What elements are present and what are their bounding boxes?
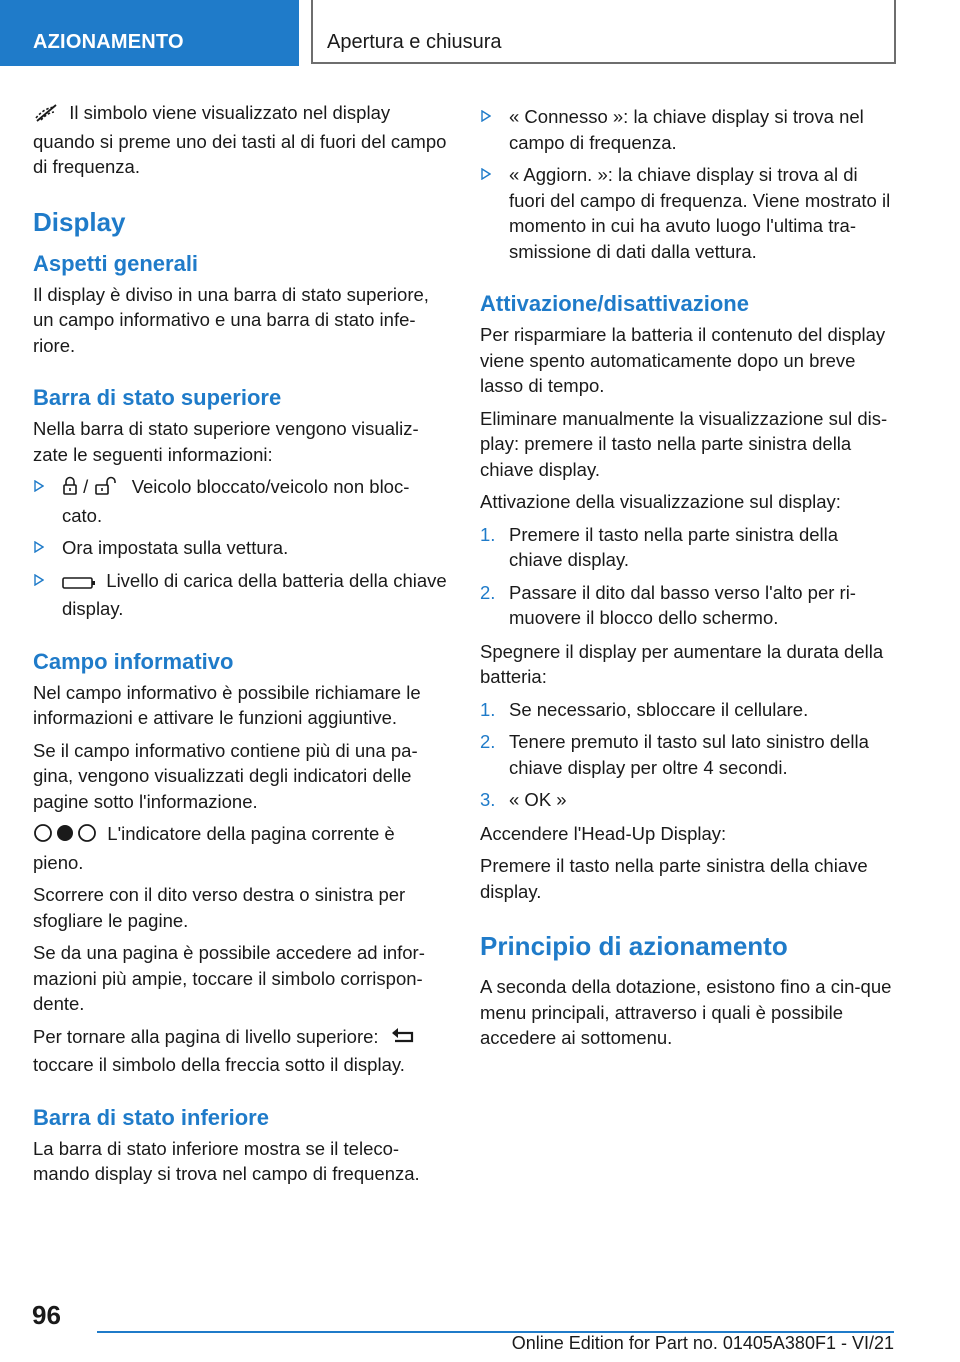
section-tab: AZIONAMENTO	[0, 0, 299, 66]
step-text: Tenere premuto il tasto sul lato sinistro della chiave display per oltre 4 secondi.	[509, 731, 869, 778]
list-item	[33, 474, 449, 528]
list-item	[480, 729, 896, 780]
step-text: « OK »	[509, 789, 567, 810]
heading-display: Display	[33, 206, 126, 237]
triangle-bullet-icon	[34, 574, 44, 586]
battery-icon	[62, 571, 96, 597]
triangle-bullet-icon	[481, 168, 491, 180]
list-item-text: Veicolo bloccato/veicolo non bloc-cato.	[62, 476, 410, 526]
step-number: 1.	[480, 698, 496, 720]
lock-separator: /	[83, 476, 89, 497]
right-column	[480, 100, 896, 1058]
lower-bar-list	[480, 104, 896, 264]
intro-paragraph	[33, 100, 449, 180]
general-paragraph: Il display è diviso in una barra di stato superiore, un campo informativo e una barra di stato infe-riore.	[33, 283, 429, 356]
no-signal-icon	[33, 103, 59, 129]
switch-off-steps	[480, 697, 896, 813]
info-text-6a: Per tornare alla pagina di livello superiore:	[33, 1025, 379, 1047]
step-number: 1.	[480, 523, 496, 545]
list-item	[480, 787, 896, 813]
list-item	[480, 522, 896, 573]
list-item	[33, 568, 449, 622]
heading-principle: Principio di azionamento	[480, 931, 788, 961]
page-header	[0, 0, 960, 66]
padlock-closed-icon	[62, 476, 78, 503]
principle-paragraph: A seconda della dotazione, esistono fino a cin-que menu principali, attraverso i quali è possibile accedere ai sottomenu.	[480, 976, 892, 1048]
intro-text: Il simbolo viene visualizzato nel display quando si preme uno dei tasti al di fuori del campo di frequenza.	[33, 102, 447, 177]
info-paragraph-5: Se da una pagina è possibile accedere ad infor-mazioni più ampie, toccare il simbolo corrispon-dente.	[33, 942, 425, 1014]
info-paragraph-1: Nel campo informativo è possibile richiamare le informazioni e attivare le funzioni aggiuntive.	[33, 681, 421, 728]
upper-bar-paragraph: Nella barra di stato superiore vengono visualiz-zate le seguenti informazioni:	[33, 418, 419, 465]
page-indicator-icon	[33, 823, 97, 850]
list-item	[480, 104, 896, 155]
list-item-text: Ora impostata sulla vettura.	[62, 537, 289, 558]
page-number: 96	[32, 1300, 61, 1330]
activation-paragraph-4: Spegnere il display per aumentare la durata della batteria:	[480, 640, 884, 687]
info-text-6b: toccare il simbolo della freccia sotto il display.	[33, 1054, 405, 1075]
activation-steps	[480, 522, 896, 631]
activation-paragraph-1: Per risparmiare la batteria il contenuto del display viene spento automaticamente dopo un breve lasso di tempo.	[480, 324, 886, 396]
heading-lower-bar: Barra di stato inferiore	[33, 1104, 269, 1130]
list-item-text: « Connesso »: la chiave display si trova nel campo di frequenza.	[509, 106, 864, 153]
list-item	[480, 580, 896, 631]
activation-paragraph-3: Attivazione della visualizzazione sul display:	[480, 491, 841, 512]
step-number: 2.	[480, 581, 496, 603]
info-paragraph-6	[33, 1024, 449, 1078]
activation-paragraph-6: Premere il tasto nella parte sinistra della chiave display.	[480, 855, 868, 902]
activation-paragraph-2: Eliminare manualmente la visualizzazione sul dis-play: premere il tasto nella parte sinistra della chiave display.	[480, 407, 888, 480]
return-arrow-icon	[389, 1026, 417, 1053]
info-text-3: L'indicatore della pagina corrente è pieno.	[33, 823, 395, 873]
step-text: Premere il tasto nella parte sinistra della chiave display.	[509, 523, 839, 570]
upper-bar-list	[33, 474, 449, 622]
list-item	[33, 535, 449, 561]
padlock-open-icon	[93, 476, 121, 503]
chapter-title: Apertura e chiusura	[311, 0, 896, 64]
triangle-bullet-icon	[34, 541, 44, 553]
list-item-text: « Aggiorn. »: la chiave display si trova al di fuori del campo di frequenza. Viene mostrato il momento in cui ha avuto luogo l'ultima tra-smissione di dati dalla vettura.	[509, 164, 891, 262]
heading-activation: Attivazione/disattivazione	[480, 291, 749, 316]
step-text: Se necessario, sbloccare il cellulare.	[509, 698, 809, 720]
heading-general: Aspetti generali	[33, 250, 199, 276]
step-number: 2.	[480, 731, 496, 752]
triangle-bullet-icon	[34, 480, 44, 492]
lower-bar-paragraph: La barra di stato inferiore mostra se il teleco-mando display si trova nel campo di frequenza.	[33, 1137, 420, 1184]
list-item	[480, 162, 896, 264]
heading-upper-bar: Barra di stato superiore	[33, 385, 282, 410]
info-paragraph-4: Scorrere con il dito verso destra o sinistra per sfogliare le pagine.	[33, 884, 406, 931]
info-paragraph-2: Se il campo informativo contiene più di una pa-gina, vengono visualizzati degli indicatori delle pagine sotto l'informazione.	[33, 739, 418, 812]
triangle-bullet-icon	[481, 110, 491, 122]
list-item	[480, 697, 896, 723]
info-paragraph-3	[33, 821, 449, 875]
heading-info-field: Campo informativo	[33, 648, 234, 674]
step-text: Passare il dito dal basso verso l'alto per ri-muovere il blocco dello schermo.	[509, 581, 856, 628]
activation-paragraph-5: Accendere l'Head-Up Display:	[480, 822, 727, 844]
step-number: 3.	[480, 789, 496, 810]
left-column	[33, 100, 449, 1194]
footer-edition: Online Edition for Part no. 01405A380F1 - VI/21	[511, 1333, 894, 1353]
list-item-text: Livello di carica della batteria della chiave display.	[62, 569, 447, 619]
